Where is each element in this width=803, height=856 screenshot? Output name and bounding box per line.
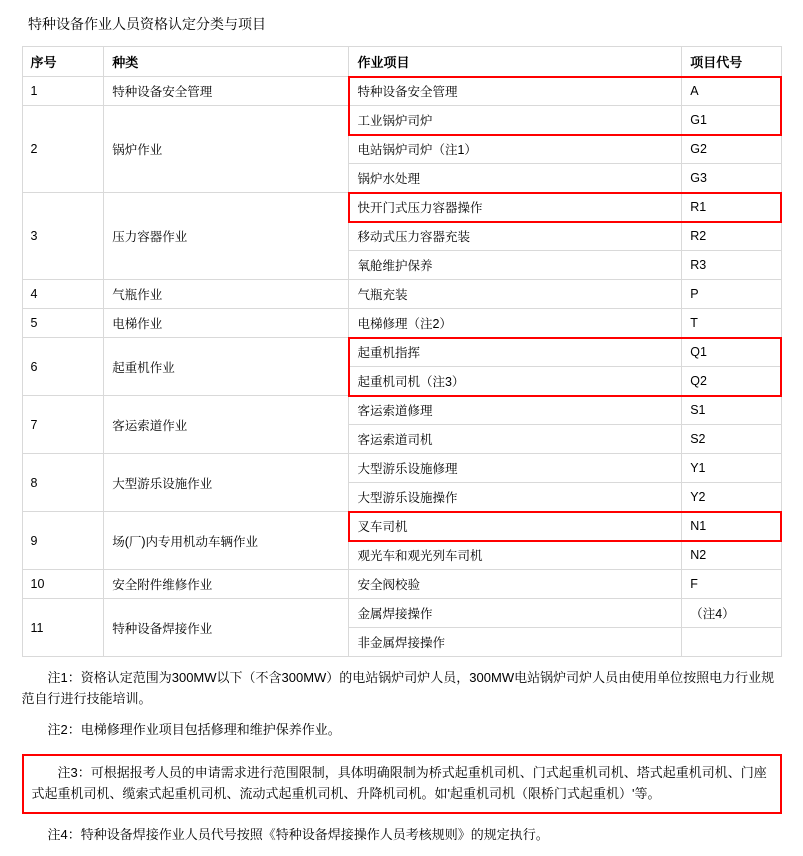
cell-kind: 特种设备安全管理 bbox=[104, 77, 349, 106]
cell-item: 氧舱维护保养 bbox=[349, 251, 682, 280]
cell-item: 观光车和观光列车司机 bbox=[349, 541, 682, 570]
header-cell-no: 序号 bbox=[22, 47, 104, 77]
cell-no: 5 bbox=[22, 309, 104, 338]
cell-no: 9 bbox=[22, 512, 104, 570]
header-cell-item: 作业项目 bbox=[349, 47, 682, 77]
cell-item: 锅炉水处理 bbox=[349, 164, 682, 193]
cell-code: R3 bbox=[682, 251, 781, 280]
note-3 bbox=[22, 754, 782, 814]
cell-code: Y1 bbox=[682, 454, 781, 483]
cell-item: 电站锅炉司炉（注1） bbox=[349, 135, 682, 164]
cell-kind: 锅炉作业 bbox=[104, 106, 349, 193]
table-row bbox=[22, 570, 781, 599]
header-cell-kind: 种类 bbox=[104, 47, 349, 77]
cell-kind: 场(厂)内专用机动车辆作业 bbox=[104, 512, 349, 570]
cell-kind: 特种设备焊接作业 bbox=[104, 599, 349, 657]
note-text: 注4：特种设备焊接作业人员代号按照《特种设备焊接操作人员考核规则》的规定执行。 bbox=[47, 827, 549, 842]
table-header-row bbox=[22, 47, 781, 77]
cell-item: 客运索道修理 bbox=[349, 396, 682, 425]
cell-item: 大型游乐设施修理 bbox=[349, 454, 682, 483]
note-1 bbox=[22, 667, 782, 709]
table-row bbox=[22, 338, 781, 367]
cell-item: 工业锅炉司炉 bbox=[349, 106, 682, 135]
cell-code: G1 bbox=[682, 106, 781, 135]
cell-code: R2 bbox=[682, 222, 781, 251]
cell-code: Q1 bbox=[682, 338, 781, 367]
cell-item: 客运索道司机 bbox=[349, 425, 682, 454]
note-text: 注2：电梯修理作业项目包括修理和维护保养作业。 bbox=[47, 722, 341, 737]
table-row bbox=[22, 309, 781, 338]
cell-no: 11 bbox=[22, 599, 104, 657]
cell-kind: 电梯作业 bbox=[104, 309, 349, 338]
cell-item: 金属焊接操作 bbox=[349, 599, 682, 628]
cell-code: P bbox=[682, 280, 781, 309]
cell-kind: 压力容器作业 bbox=[104, 193, 349, 280]
cell-code: Q2 bbox=[682, 367, 781, 396]
cell-item: 大型游乐设施操作 bbox=[349, 483, 682, 512]
note-text: 注3：可根据报考人员的申请需求进行范围限制，具体明确限制为桥式起重机司机、门式起重机司机、塔式起重机司机、门座式起重机司机、缆索式起重机司机、流动式起重机司机、升降机司机。如'起重机司机（限桥门式起重机）'等。 bbox=[31, 765, 767, 801]
cell-kind: 安全附件维修作业 bbox=[104, 570, 349, 599]
cell-code: Y2 bbox=[682, 483, 781, 512]
cell-code: N2 bbox=[682, 541, 781, 570]
cell-code: S2 bbox=[682, 425, 781, 454]
cell-no: 8 bbox=[22, 454, 104, 512]
note-2 bbox=[22, 719, 782, 740]
table-row bbox=[22, 396, 781, 425]
cell-kind: 大型游乐设施作业 bbox=[104, 454, 349, 512]
cell-no: 1 bbox=[22, 77, 104, 106]
cell-item: 特种设备安全管理 bbox=[349, 77, 682, 106]
table-body bbox=[22, 77, 781, 657]
cell-item: 起重机指挥 bbox=[349, 338, 682, 367]
cell-kind: 起重机作业 bbox=[104, 338, 349, 396]
table-row bbox=[22, 512, 781, 541]
cell-code: S1 bbox=[682, 396, 781, 425]
cell-no: 4 bbox=[22, 280, 104, 309]
cell-no: 6 bbox=[22, 338, 104, 396]
cell-code: G2 bbox=[682, 135, 781, 164]
notes-section bbox=[22, 667, 782, 845]
cell-kind: 气瓶作业 bbox=[104, 280, 349, 309]
cell-no: 10 bbox=[22, 570, 104, 599]
table-row bbox=[22, 280, 781, 309]
cell-item: 移动式压力容器充装 bbox=[349, 222, 682, 251]
table-row bbox=[22, 106, 781, 135]
cell-code: R1 bbox=[682, 193, 781, 222]
cell-code: （注4） bbox=[682, 599, 781, 628]
table-header bbox=[22, 47, 781, 77]
cell-kind: 客运索道作业 bbox=[104, 396, 349, 454]
cell-item: 叉车司机 bbox=[349, 512, 682, 541]
cell-code: N1 bbox=[682, 512, 781, 541]
cell-no: 2 bbox=[22, 106, 104, 193]
table-row bbox=[22, 599, 781, 628]
cell-item: 气瓶充装 bbox=[349, 280, 682, 309]
cell-item: 非金属焊接操作 bbox=[349, 628, 682, 657]
cell-code: A bbox=[682, 77, 781, 106]
cell-code: G3 bbox=[682, 164, 781, 193]
table-row bbox=[22, 193, 781, 222]
table-row bbox=[22, 77, 781, 106]
note-4 bbox=[22, 824, 782, 845]
cell-no: 3 bbox=[22, 193, 104, 280]
header-cell-code: 项目代号 bbox=[682, 47, 781, 77]
cell-item: 安全阀校验 bbox=[349, 570, 682, 599]
page-title: 特种设备作业人员资格认定分类与项目 bbox=[28, 16, 266, 32]
qualification-table bbox=[22, 46, 782, 657]
cell-item: 电梯修理（注2） bbox=[349, 309, 682, 338]
table-row bbox=[22, 454, 781, 483]
cell-code: F bbox=[682, 570, 781, 599]
note-text: 注1：资格认定范围为300MW以下（不含300MW）的电站锅炉司炉人员，300MW电站锅炉司炉人员由使用单位按照电力行业规范自行进行技能培训。 bbox=[21, 670, 775, 706]
cell-item: 快开门式压力容器操作 bbox=[349, 193, 682, 222]
cell-code: T bbox=[682, 309, 781, 338]
cell-no: 7 bbox=[22, 396, 104, 454]
cell-code bbox=[682, 628, 781, 657]
cell-item: 起重机司机（注3） bbox=[349, 367, 682, 396]
